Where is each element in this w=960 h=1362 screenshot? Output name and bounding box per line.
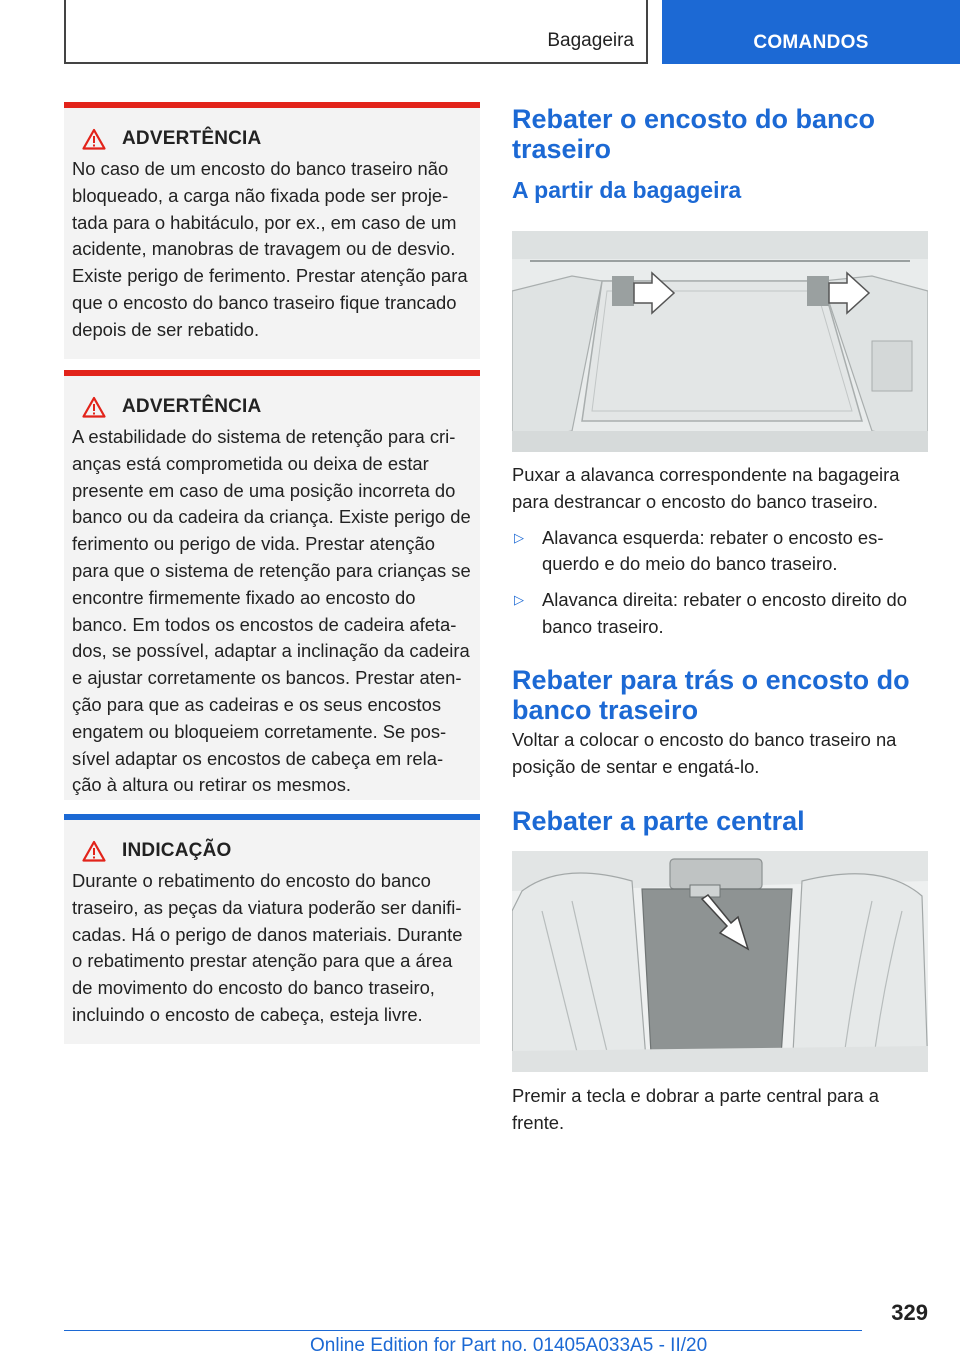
warning-box-1 (64, 102, 480, 359)
section-fold-backrest-body (512, 462, 928, 641)
warning-text-2: A estabilidade do sistema de retenção para cri-anças está comprometida ou deixa de estar presente em caso de uma posição incorreta do banco ou da cadeira da criança. Existe perigo de ferimento ou perigo de vida. Prestar atenção para que o sistema de retenção para crianças se encontre firmemente fixado ao encosto do banco. Em todos os encostos de cadeira afeta-dos, se possível, adaptar a inclinação da cadeira e ajustar corretamente os bancos. Prestar aten-ção para que as cadeiras e os seus encostos engatem ou bloqueiem corretamente. Se pos-sível adaptar os encostos de cabeça em rela-ção à altura ou retirar os mesmos. (72, 426, 471, 796)
header-chapter-title: COMANDOS (753, 32, 869, 53)
page-number: 329 (891, 1300, 928, 1325)
bullet-left-lever: ▷ Alavanca esquerda: rebater o encosto es-querdo e do meio do banco traseiro. (514, 526, 884, 575)
subheading-from-trunk: A partir da bagageira (512, 177, 742, 203)
footer-divider (64, 1330, 862, 1331)
section-fold-backrest (512, 104, 928, 204)
heading-fold-backrest: Rebater o encosto do banco traseiro (512, 104, 876, 164)
notice-title: INDICAÇÃO (72, 840, 472, 862)
header-chapter-tab[interactable] (662, 0, 960, 64)
footer-edition: Online Edition for Part no. 01405A033A5 - II/20 (310, 1335, 708, 1356)
bullet-right-lever: ▷ Alavanca direita: rebater o encosto direito do banco traseiro. (514, 589, 907, 637)
notice-text: Durante o rebatimento do encosto do banco traseiro, as peças da viatura poderão ser danifi-cadas. Há o perigo de danos materiais. Durante o rebatimento prestar atenção para que a área de movimento do encosto do banco traseiro, incluindo o encosto de cabeça, esteja livre. (72, 870, 463, 1025)
heading-fold-back: Rebater para trás o encosto do banco traseiro (512, 665, 910, 725)
warning-title-1: ADVERTÊNCIA (72, 128, 472, 150)
warning-triangle-icon (82, 128, 106, 150)
warning-triangle-icon (82, 840, 106, 862)
warning-title-2: ADVERTÊNCIA (72, 396, 472, 418)
notice-box (64, 814, 480, 1044)
header-section-frame (64, 0, 648, 64)
header-section-title: Bagageira (547, 30, 634, 51)
warning-triangle-icon (82, 396, 106, 418)
section-center-part-body (512, 1083, 928, 1137)
trunk-levers-illustration (512, 231, 928, 452)
warning-text-1: No caso de um encosto do banco traseiro não bloqueado, a carga não fixada pode ser proje-tada para o habitáculo, por ex., em caso de um acidente, manobras de travagem ou de desvio. Existe perigo de ferimento. Prestar atenção para que o encosto do banco traseiro fique trancado depois de ser rebatido. (72, 158, 468, 340)
heading-center-part: Rebater a parte central (512, 806, 805, 836)
section-fold-back (512, 665, 928, 781)
trunk-lever-text: Puxar a alavanca correspondente na bagageira para destrancar o encosto do banco traseiro. (512, 464, 900, 512)
rear-seat-center-illustration (512, 851, 928, 1072)
warning-box-2 (64, 370, 480, 800)
section-center-part (512, 806, 928, 836)
triangle-bullet-icon: ▷ (514, 592, 524, 608)
center-part-text: Premir a tecla e dobrar a parte central para a frente. (512, 1085, 879, 1133)
fold-back-text: Voltar a colocar o encosto do banco traseiro na posição de sentar e engatá-lo. (512, 729, 897, 777)
triangle-bullet-icon: ▷ (514, 529, 524, 545)
